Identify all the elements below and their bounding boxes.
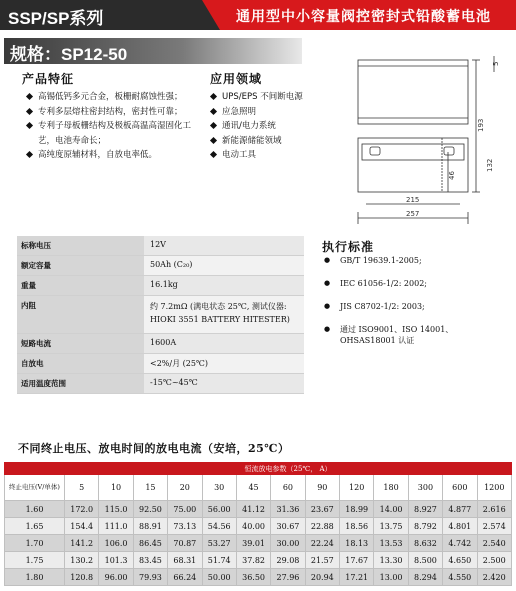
series-banner [0,0,220,30]
current-cell: 8.927 [408,501,442,518]
current-cell: 8.500 [408,552,442,569]
spec-row [17,334,304,354]
spec-row [17,374,304,394]
dim-height-body: 132 [486,158,494,172]
features-list [26,90,202,163]
applications-title: 应用领域 [210,72,263,86]
application-item: 新能源储能领域 [210,134,340,149]
current-cell: 73.13 [168,518,202,535]
application-item: 通讯/电力系统 [210,119,340,134]
feature-item: 高锡低钙多元合金，板栅耐腐蚀性强； [26,90,202,105]
discharge-caption: 恒流放电参数（25℃， A） [65,463,512,475]
current-cell: 2.616 [477,501,512,518]
current-cell: 2.574 [477,518,512,535]
spec-key: 标称电压 [17,236,144,256]
time-column-header: 60 [271,475,305,501]
top-view-outline [358,60,468,124]
application-item: 电动工具 [210,148,340,163]
spec-row [17,276,304,296]
discharge-row [5,501,512,518]
current-cell: 23.67 [305,501,339,518]
time-column-header: 180 [374,475,408,501]
current-cell: 22.88 [305,518,339,535]
current-cell: 21.57 [305,552,339,569]
spec-key: 短路电流 [17,334,144,354]
model-bar [4,38,302,64]
current-cell: 154.4 [65,518,99,535]
applications-list [210,90,340,163]
front-view-outline [358,138,468,192]
discharge-row [5,552,512,569]
current-cell: 130.2 [65,552,99,569]
current-cell: 17.21 [340,569,374,586]
standards-title: 执行标准 [322,240,375,254]
product-banner [220,0,516,30]
current-cell: 17.67 [340,552,374,569]
current-cell: 8.294 [408,569,442,586]
standard-item: ● 通过 ISO9001、ISO 14001、OHSAS18001 认证 [320,324,508,346]
current-cell: 79.93 [133,569,167,586]
current-cell: 54.56 [202,518,236,535]
current-cell: 39.01 [236,535,270,552]
time-column-header: 90 [305,475,339,501]
time-column-header: 10 [99,475,133,501]
standard-item: ● GB/T 19639.1-2005; [320,255,508,266]
page-header [0,0,516,30]
spec-row [17,236,304,256]
spec-key: 适用温度范围 [17,374,144,394]
end-voltage-cell: 1.75 [5,552,65,569]
current-cell: 2.540 [477,535,512,552]
current-cell: 22.24 [305,535,339,552]
current-cell: 37.82 [236,552,270,569]
current-cell: 120.8 [65,569,99,586]
current-cell: 4.742 [443,535,477,552]
discharge-row [5,518,512,535]
spec-table [17,236,304,394]
current-cell: 18.13 [340,535,374,552]
discharge-row [5,535,512,552]
standards-list [320,255,508,358]
spec-key: 重量 [17,276,144,296]
discharge-title: 不同终止电压、放电时间的放电电流（安培，25℃） [18,442,290,455]
dim-terminal-height: 46 [448,171,456,180]
end-voltage-cell: 1.60 [5,501,65,518]
standard-item: ● IEC 61056-1/2: 2002; [320,278,508,289]
time-column-header: 30 [202,475,236,501]
current-cell: 172.0 [65,501,99,518]
current-cell: 4.801 [443,518,477,535]
discharge-caption-row [5,463,512,475]
terminal-cover [362,144,464,160]
current-cell: 31.36 [271,501,305,518]
time-column-header: 15 [133,475,167,501]
current-cell: 70.87 [168,535,202,552]
discharge-header-row [5,475,512,501]
current-cell: 2.420 [477,569,512,586]
spec-value: 12V [144,236,304,256]
current-cell: 115.0 [99,501,133,518]
current-cell: 92.50 [133,501,167,518]
current-cell: 8.792 [408,518,442,535]
dim-width-inner: 215 [406,196,420,204]
current-cell: 4.650 [443,552,477,569]
time-column-header: 600 [443,475,477,501]
time-column-header: 45 [236,475,270,501]
application-item: 应急照明 [210,105,340,120]
dimension-drawing [348,52,508,232]
current-cell: 13.30 [374,552,408,569]
current-cell: 83.45 [133,552,167,569]
feature-item: 高纯度原辅材料，自放电率低。 [26,148,202,163]
dim-terminal: 5 [492,61,500,66]
spec-row [17,354,304,374]
current-cell: 20.94 [305,569,339,586]
current-cell: 13.75 [374,518,408,535]
current-cell: 13.53 [374,535,408,552]
current-cell: 86.45 [133,535,167,552]
dim-width-total: 257 [406,210,420,218]
discharge-row [5,569,512,586]
dim-height-total: 193 [477,118,485,132]
current-cell: 40.00 [236,518,270,535]
current-cell: 36.50 [236,569,270,586]
current-cell: 111.0 [99,518,133,535]
current-cell: 88.91 [133,518,167,535]
current-cell: 14.00 [374,501,408,518]
feature-item: 专利多层熔柱密封结构，密封性可靠； [26,105,202,120]
time-column-header: 5 [65,475,99,501]
spec-value: <2%/月 (25℃) [144,354,304,374]
time-column-header: 300 [408,475,442,501]
current-cell: 96.00 [99,569,133,586]
end-voltage-cell: 1.80 [5,569,65,586]
current-cell: 18.99 [340,501,374,518]
spec-value: 50Ah (C₂₀) [144,256,304,276]
time-column-header: 1200 [477,475,512,501]
caption-corner [5,463,65,475]
spec-key: 自放电 [17,354,144,374]
current-cell: 4.877 [443,501,477,518]
voltage-column-header: 终止电压(V/单体) [5,475,65,501]
spec-key: 内阻 [17,296,144,334]
feature-item: 专利子母板栅结构及极板高温高湿固化工艺，电池寿命长； [26,119,202,148]
current-cell: 30.00 [271,535,305,552]
spec-value: 16.1kg [144,276,304,296]
current-cell: 53.27 [202,535,236,552]
current-cell: 141.2 [65,535,99,552]
application-item: UPS/EPS 不间断电源 [210,90,340,105]
current-cell: 41.12 [236,501,270,518]
current-cell: 8.632 [408,535,442,552]
current-cell: 75.00 [168,501,202,518]
spec-row [17,256,304,276]
model-label: 规格：SP12-50 [10,45,128,64]
spec-value: -15℃~45℃ [144,374,304,394]
features-title: 产品特征 [22,72,75,86]
current-cell: 13.00 [374,569,408,586]
spec-value: 1600A [144,334,304,354]
current-cell: 27.96 [271,569,305,586]
end-voltage-cell: 1.70 [5,535,65,552]
current-cell: 50.00 [202,569,236,586]
end-voltage-cell: 1.65 [5,518,65,535]
time-column-header: 20 [168,475,202,501]
current-cell: 30.67 [271,518,305,535]
discharge-table [4,462,512,586]
current-cell: 101.3 [99,552,133,569]
series-title: SSP/SP系列 [8,9,104,28]
current-cell: 2.500 [477,552,512,569]
current-cell: 56.00 [202,501,236,518]
spec-key: 额定容量 [17,256,144,276]
current-cell: 51.74 [202,552,236,569]
current-cell: 106.0 [99,535,133,552]
current-cell: 29.08 [271,552,305,569]
time-column-header: 120 [340,475,374,501]
current-cell: 4.550 [443,569,477,586]
standard-item: ● JIS C8702-1/2: 2003; [320,301,508,312]
current-cell: 18.56 [340,518,374,535]
spec-value: 约 7.2mΩ (满电状态 25℃, 测试仪器: HIOKI 3551 BATTERY HITESTER) [144,296,304,334]
spec-row [17,296,304,334]
current-cell: 66.24 [168,569,202,586]
current-cell: 68.31 [168,552,202,569]
product-title: 通用型中小容量阀控密封式铅酸蓄电池 [236,9,491,25]
